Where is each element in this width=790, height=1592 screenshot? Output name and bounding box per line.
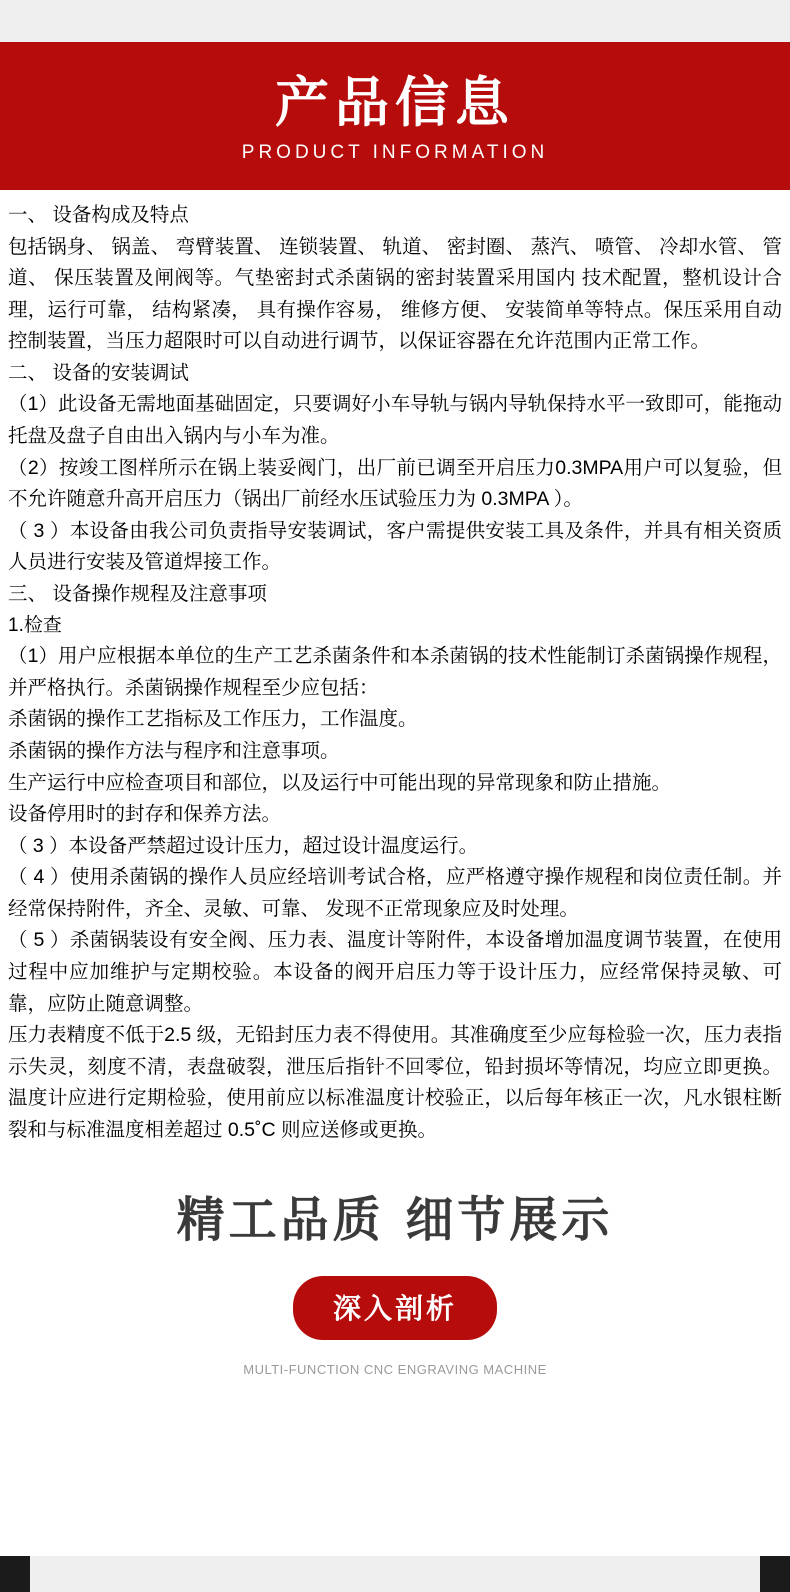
bottom-strip-right-block: [760, 1556, 790, 1592]
section-3-paragraph-7: （ 4 ）使用杀菌锅的操作人员应经培训考试合格，应严格遵守操作规程和岗位责任制。并经常保持附件，齐全、灵敏、可靠、 发现不正常现象应及时处理。: [8, 866, 782, 920]
banner-title: 产品信息: [275, 73, 515, 134]
section-3-subheading: 1.检查: [8, 614, 62, 636]
section-3-paragraph-3: 杀菌锅的操作方法与程序和注意事项。: [8, 740, 340, 763]
product-information-banner: [0, 42, 790, 190]
deep-analysis-button[interactable]: 深入剖析: [293, 1276, 497, 1340]
document-content: [0, 190, 790, 1377]
section-3-paragraph-6: （ 3 ）本设备严禁超过设计压力，超过设计温度运行。: [8, 834, 479, 857]
section-2-paragraph-2: （2）按竣工图样所示在锅上装妥阀门，出厂前已调至开启压力0.3MPA用户可以复验，但不允许随意升高开启压力（锅出厂前经水压试验压力为 0.3MPA ）。: [8, 456, 782, 511]
bottom-strip: [0, 1556, 790, 1592]
section-1-heading: 一、 设备构成及特点: [8, 204, 189, 226]
section-3-paragraph-8: （ 5 ）杀菌锅装设有安全阀、压力表、温度计等附件，本设备增加温度调节装置，在使用过程中应加维护与定期校验。本设备的阀开启压力等于设计压力，应经常保持灵敏、可靠，应防止随意调整。: [8, 929, 782, 1015]
section-2-heading: 二、 设备的安装调试: [8, 361, 189, 384]
bottom-strip-left-block: [0, 1556, 30, 1592]
top-spacer-strip: [0, 0, 790, 42]
footer-title: 精工品质 细节展示: [176, 1191, 614, 1248]
footer-english-caption: MULTI-FUNCTION CNC ENGRAVING MACHINE: [243, 1361, 547, 1377]
section-3-paragraph-4: 生产运行中应检查项目和部位，以及运行中可能出现的异常现象和防止措施。: [8, 771, 672, 794]
section-2-paragraph-1: （1）此设备无需地面基础固定，只要调好小车导轨与锅内导轨保持水平一致即可，能拖动托盘及盘子自由出入锅内与小车为准。: [8, 393, 782, 448]
section-3-paragraph-5: 设备停用时的封存和保养方法。: [8, 803, 282, 826]
section-3-paragraph-2: 杀菌锅的操作工艺指标及工作压力，工作温度。: [8, 708, 418, 731]
section-1-paragraph-1: 包括锅身、 锅盖、 弯臂装置、 连锁装置、 轨道、 密封圈、 蒸汽、 喷管、 冷却水管、 管道、 保压装置及闸阀等。气垫密封式杀菌锅的密封装置采用国内 技术配置，整机设计合理，运行可靠， 结构紧凑， 具有操作容易， 维修方便、 安装简单等特点。保压采用自动控制装置，当压力超限时可以自动进行调节，以保证容器在允许范围内正常工作。: [8, 235, 782, 353]
banner-subtitle: PRODUCT INFORMATION: [241, 141, 549, 163]
section-3-heading: 三、 设备操作规程及注意事项: [8, 582, 267, 605]
section-3-paragraph-1: （1）用户应根据本单位的生产工艺杀菌条件和本杀菌锅的技术性能制订杀菌锅操作规程，并严格执行。杀菌锅操作规程至少应包括：: [8, 645, 782, 699]
section-3-paragraph-9: 压力表精度不低于2.5 级，无铅封压力表不得使用。其准确度至少应每检验一次，压力表指示失灵，刻度不清，表盘破裂，泄压后指针不回零位，铅封损坏等情况，均应立即更换。温度计应进行定期检验，使用前应以标准温度计校验正，以后每年核正一次，凡水银柱断裂和与标准温度相差超过 0.5˚C 则应送修或更换。: [8, 1024, 782, 1141]
footer-block: [8, 1181, 782, 1377]
section-2-paragraph-3: （ 3 ）本设备由我公司负责指导安装调试，客户需提供安装工具及条件，并具有相关资质人员进行安装及管道焊接工作。: [8, 519, 782, 574]
